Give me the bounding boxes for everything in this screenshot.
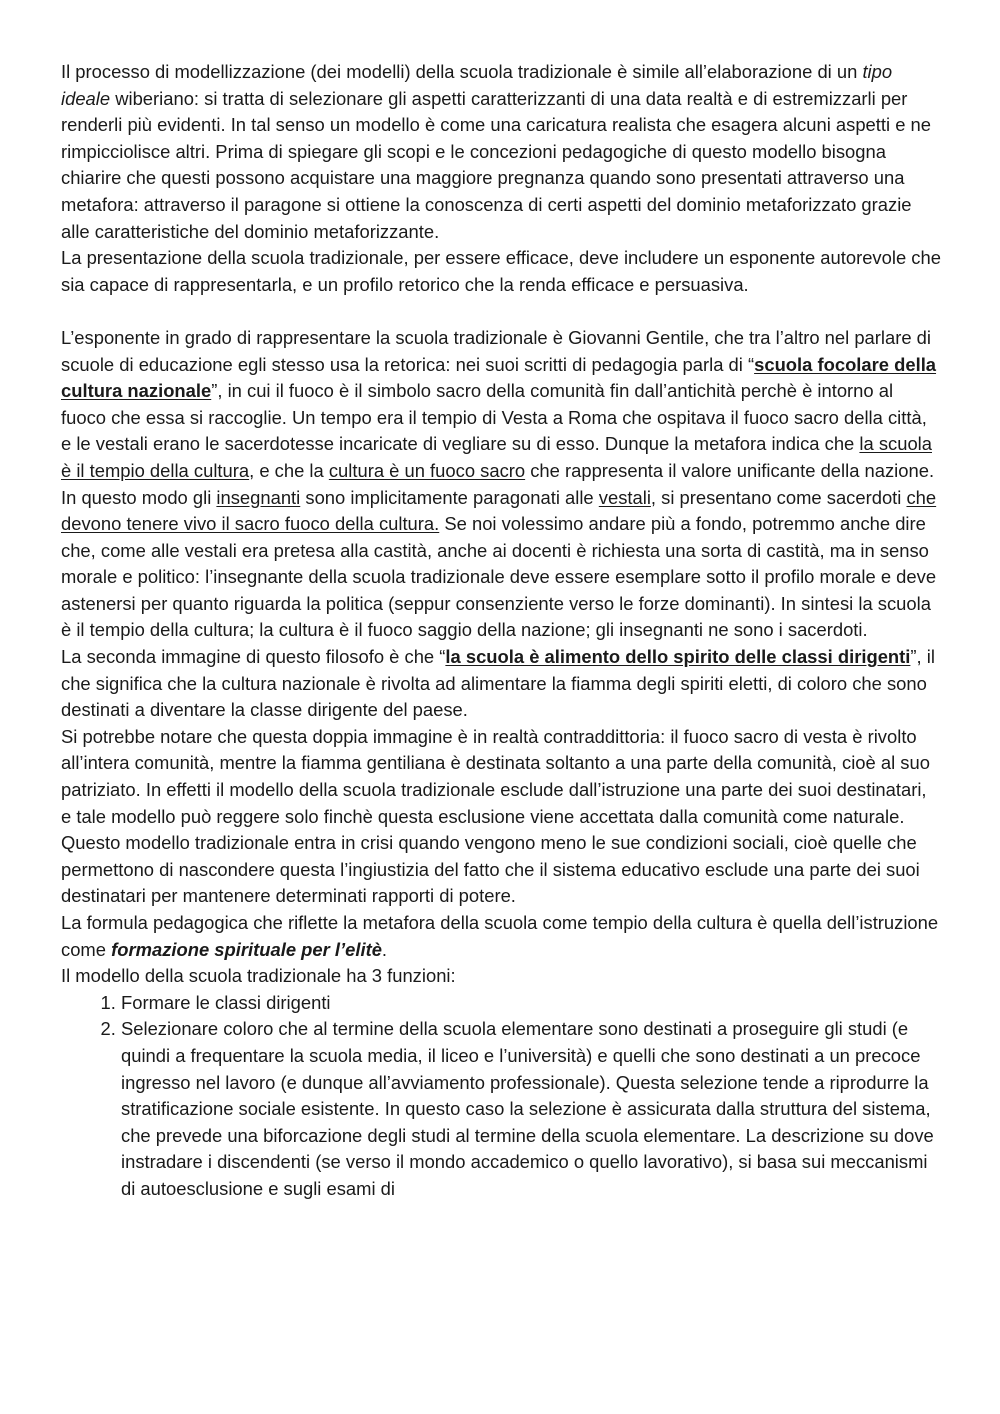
underline-tempio: la scuola è il tempio della cultura bbox=[61, 433, 932, 481]
paragraph-formula: La formula pedagogica che riflette la metafora della scuola come tempio della cultura è quella dell’istruzione come formazione spirituale per l’elitè. bbox=[61, 912, 939, 960]
list-item: 2. Selezionare coloro che al termine della scuola elementare sono destinati a proseguire gli studi (e quindi a frequentare la scuola media, il liceo e l’università) e quelli che sono destinati a un precoce ingresso nel lavoro (e dunque all’avviamento professionale). Questa selezione tende a riprodurre la stratificazione sociale esistente. In questo caso la selezione è assicurata dalla struttura del sistema, che prevede una biforcazione degli studi al termine della scuola elementare. La descrizione su dove instradare i discendenti (se verso il mondo accademico o quello lavorativo), si basa sui meccanismi di autoesclusione e sugli esami di bbox=[121, 1016, 941, 1202]
paragraph-ideal-type: Il processo di modellizzazione (dei modelli) della scuola tradizionale è simile all’elaborazione di un tipo ideale wiberiano: si tratta di selezionare gli aspetti caratterizzanti di una data realtà e di estremizzarli per renderli più evidenti. In tal senso un modello è come una caricatura realista che esagera alcuni aspetti e ne rimpicciolisce altri. Prima di spiegare gli scopi e le concezioni pedagogiche di questo modello bisogna chiarire che questi possono acquistare una maggiore pregnanza quando sono presentati attraverso una metafora: attraverso il paragone si ottiene la conoscenza di certi aspetti del dominio metaforizzato grazie alle caratteristiche del dominio metaforizzante. bbox=[61, 61, 931, 242]
underline-insegnanti: insegnanti bbox=[216, 486, 301, 508]
paragraph-contraddizione: Si potrebbe notare che questa doppia immagine è in realtà contraddittoria: il fuoco sacro di vesta è rivolto all’intera comunità, mentre la fiamma gentiliana è destinata soltanto a una parte della comunità, cioè al suo patriziato. In effetti il modello della scuola tradizionale esclude dall’istruzione una parte dei suoi destinatari, e tale modello può reggere solo finchè questa esclusione viene accettata dalla comunità come naturale. Questo modello tradizionale entra in crisi quando vengono meno le sue condizioni sociali, cioè quelle che permettono di nascondere questa l’ingiustizia del fatto che il sistema educativo esclude una parte dei suoi destinatari per mantenere determinati rapporti di potere. bbox=[61, 725, 930, 907]
quote-scuola-focolare: scuola focolare della cultura nazionale bbox=[61, 353, 937, 402]
quote-alimento-spirito: la scuola è alimento dello spirito delle classi dirigenti bbox=[445, 646, 911, 668]
underline-sacro-fuoco: che devono tenere vivo il sacro fuoco della cultura. bbox=[61, 486, 937, 535]
underline-fuoco-sacro: cultura è un fuoco sacro bbox=[328, 459, 526, 481]
paragraph-funzioni-intro: Il modello della scuola tradizionale ha 3 funzioni: bbox=[61, 965, 456, 987]
paragraph-gentile: L’esponente in grado di rappresentare la scuola tradizionale è Giovanni Gentile, che tra l’altro nel parlare di scuole di educazione egli stesso usa la retorica: nei suoi scritti di pedagogia parla di “scuola focolare della cultura nazionale”, in cui il fuoco è il simbolo sacro della comunità fin dall’antichità perchè è intorno al fuoco che essa si raccoglie. Un tempo era il tempio di Vesta a Roma che ospitava il fuoco sacro della città, e le vestali erano le sacerdotesse incaricate di vegliare su di esso. Dunque la metafora indica che la scuola è il tempio della cultura, e che la cultura è un fuoco sacro che rappresenta il valore unificante della nazione. In questo modo gli insegnanti sono implicitamente paragonati alle vestali, si presentano come sacerdoti che devono tenere vivo il sacro fuoco della cultura. Se noi volessimo andare più a fondo, potremmo anche dire che, come alle vestali era pretesa alla castità, anche ai docenti è richiesta una sorta di castità, ma in senso morale e politico: l’insegnante della scuola tradizionale deve essere esemplare sotto il profilo morale e deve astenersi per quanto riguarda la politica (seppur consenziente verso le forze dominanti). In sintesi la scuola è il tempio della cultura; la cultura è il fuoco saggio della nazione; gli insegnanti ne sono i sacerdoti. bbox=[61, 326, 937, 641]
blank-line bbox=[61, 298, 941, 325]
functions-list bbox=[61, 990, 941, 1203]
list-item: 1. Formare le classi dirigenti bbox=[121, 990, 941, 1017]
paragraph-seconda-immagine: La seconda immagine di questo filosofo è che “la scuola è alimento dello spirito delle classi dirigenti”, il che significa che la cultura nazionale è rivolta ad alimentare la fiamma degli spiriti eletti, di coloro che sono destinati a diventare la classe dirigente del paese. bbox=[61, 646, 935, 721]
paragraph-presentation: La presentazione della scuola tradizionale, per essere efficace, deve includere un esponente autorevole che sia capace di rappresentarla, e un profilo retorico che la renda efficace e persuasiva. bbox=[61, 247, 941, 295]
underline-vestali: vestali bbox=[598, 486, 651, 508]
document-page bbox=[61, 59, 941, 1203]
emphasis-ideal-type: tipo ideale bbox=[61, 61, 893, 109]
emphasis-formazione-elite: formazione spirituale per l’elitè bbox=[111, 938, 382, 960]
